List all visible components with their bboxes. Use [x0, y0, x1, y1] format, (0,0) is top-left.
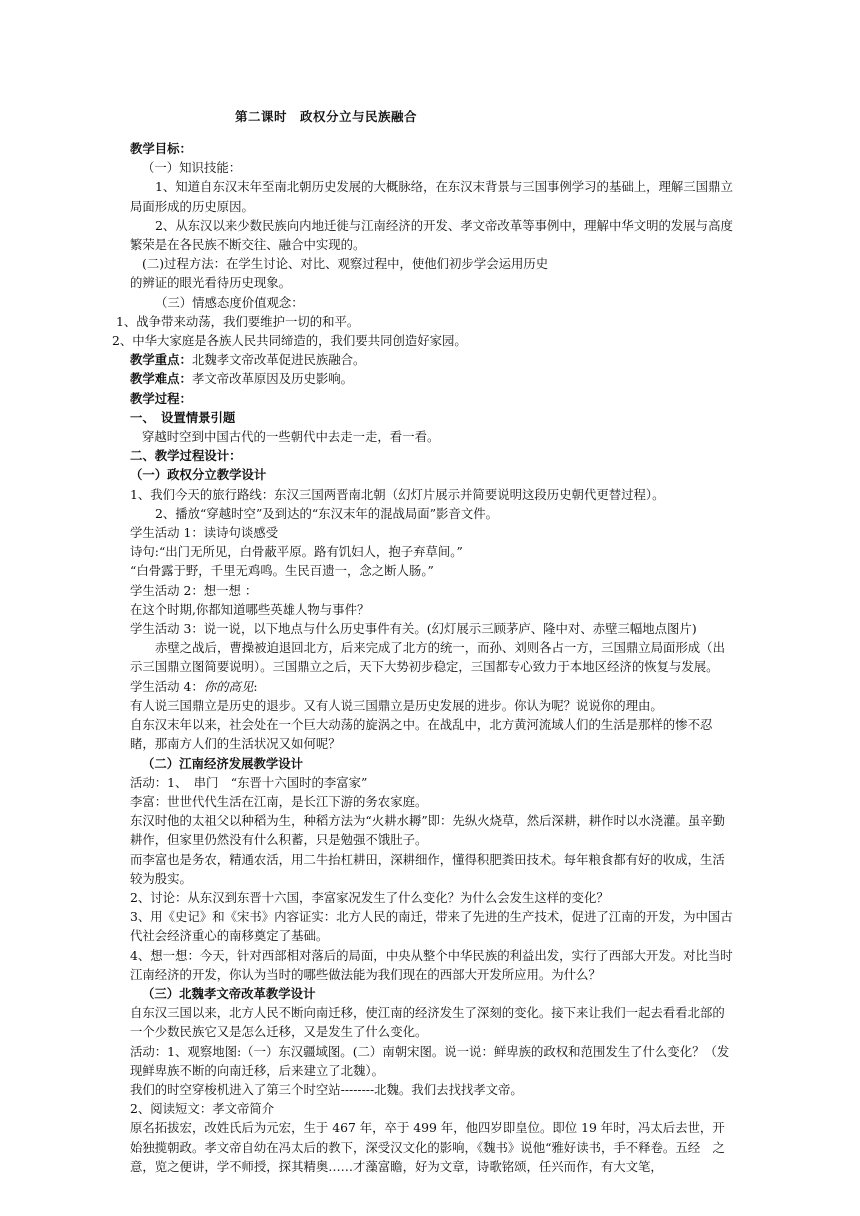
subheading-values: （三）情感态度价值观念： — [155, 294, 304, 310]
heading-process: 教学过程： — [130, 390, 192, 406]
activity-label: 学生活动 4： — [130, 678, 204, 694]
paragraph-continued: 的辨证的眼光看待历史现象。 — [130, 275, 292, 291]
subheading-knowledge: （一）知识技能： — [142, 160, 242, 176]
list-item: 2、中华大家庭是各族人民共同缔造的，我们要共同创造好家园。 — [112, 333, 467, 349]
subsection-heading: （二）江南经济发展教学设计 — [142, 755, 304, 771]
lesson-title: 第二课时 政权分立与民族融合 — [235, 109, 418, 124]
paragraph: 李富：世世代代生活在江南，是长江下游的务农家庭。 — [130, 793, 428, 809]
paragraph: 2、阅读短文：孝文帝简介 — [130, 1101, 275, 1117]
paragraph: 1、我们今天的旅行路线：东汉三国两晋南北朝（幻灯片展示并简要说明这段历史朝代更替过程）。 — [130, 486, 665, 502]
paragraph: 自东汉三国以来，北方人民不断向南迁移，使江南的经济发生了深刻的变化。接下来让我们一起去看看北部的一个少数民族它又是怎么迁移，又是发生了什么变化。 — [130, 1005, 725, 1040]
paragraph: 3、用《史记》和《宋书》内容证实：北方人民的南迁，带来了先进的生产技术，促进了江南的开发，为中国古代社会经济重心的南移奠定了基础。 — [130, 909, 733, 944]
paragraph — [130, 677, 734, 696]
paragraph: 活动：1、 串门 “东晋十六国时的李富家” — [130, 774, 368, 790]
lesson-body — [112, 139, 734, 1176]
paragraph: 东汉时他的太祖父以种稻为生，种稻方法为“火耕水耨”即：先纵火烧草，然后深耕，耕作时以水浇灌。虽辛勤耕作，但家里仍然没有什么积蓄，只是勉强不饿肚子。 — [130, 813, 726, 848]
difficult-point-label: 教学难点： — [130, 371, 192, 387]
paragraph: 原名拓拔宏，改姓氏后为元宏，生于 467 年，卒于 499 年，他四岁即皇位。即位 19 年时，冯太后去世，开始独揽朝政。孝文帝自幼在冯太后的教下，深受汉文化的影响，《魏书》说他“雅好读书，手不释卷。五经 之意，览之便讲，学不师授，探其精奥……才藻富瞻，好为文章，诗歌铭颂，任兴而作，有大文笔， — [130, 1120, 725, 1174]
paragraph: 在这个时期,你都知道哪些英雄人物与事件？ — [130, 601, 370, 617]
subsection-heading: （三）北魏孝文帝改革教学设计 — [142, 985, 316, 1001]
paragraph: 2、讨论：从东汉到东晋十六国，李富家况发生了什么变化？为什么会发生这样的变化？ — [130, 889, 609, 905]
paragraph: 我们的时空穿梭机进入了第三个时空站--------北魏。我们去找找孝文帝。 — [130, 1081, 523, 1097]
difficult-point-text: 孝文帝改革原因及历史影响。 — [191, 371, 354, 387]
paragraph: 2、播放“穿越时空”及到达的“东汉末年的混战局面”影音文件。 — [155, 505, 498, 521]
paragraph: 自东汉末年以来，社会处在一个巨大动荡的旋涡之中。在战乱中，北方黄河流域人们的生活是那样的惨不忍睹，那南方人们的生活状况又如何呢？ — [130, 717, 713, 752]
paragraph — [130, 273, 734, 292]
paragraph: 学生活动 2：想一想 ： — [130, 582, 258, 598]
paragraph: 学生活动 1：读诗句谈感受 — [130, 525, 279, 541]
section-heading: 二、教学过程设计： — [130, 448, 242, 464]
paragraph: 1、知道自东汉末年至南北朝历史发展的大概脉络，在东汉末背景与三国事例学习的基础上，理解三国鼎立局面形成的历史原因。 — [130, 179, 733, 214]
activity-colon: : — [253, 678, 258, 694]
paragraph: (二)过程方法：在学生讨论、对比、观察过程中，使他们初步学会运用历史 — [142, 256, 549, 272]
paragraph — [130, 619, 734, 638]
key-point — [130, 350, 734, 369]
poem-line: 诗句:“出门无所见，白骨蔽平原。路有饥妇人，抱子弃草间。” — [130, 544, 463, 560]
heading-objectives: 教学目标： — [130, 141, 192, 156]
paragraph: 2、从东汉以来少数民族向内地迁徙与江南经济的开发、孝文帝改革等事例中，理解中华文明的发展与高度繁荣是在各民族不断交往、融合中实现的。 — [130, 217, 733, 253]
paragraph-text: 学生活动 3：说一说，以下地点与什么历史事件有关。(幻灯展示三顾茅庐、隆中对、赤壁三幅地点图片) — [130, 621, 697, 637]
poem-line: “白骨露于野，千里无鸡鸣。生民百遗一，念之断人肠。” — [130, 563, 434, 579]
activity-title: 你的高见 — [203, 678, 254, 694]
list-item: 1、战争带来动荡，我们要维护一切的和平。 — [116, 313, 360, 329]
paragraph: 有人说三国鼎立是历史的退步。又有人说三国鼎立是历史发展的进步。你认为呢？说说你的理由。 — [130, 697, 663, 713]
key-point-label: 教学重点： — [130, 352, 192, 368]
section-heading: 一、 设置情景引题 — [130, 409, 236, 425]
key-point-text: 北魏孝文帝改革促进民族融合。 — [191, 352, 366, 368]
difficult-point — [130, 369, 734, 388]
paragraph: 而李富也是务农，精通农活，用二牛抬杠耕田，深耕细作，懂得积肥粪田技术。每年粮食都有好的收成，生活较为殷实。 — [130, 851, 725, 886]
paragraph: 穿越时空到中国古代的一些朝代中去走一走，看一看。 — [142, 429, 440, 445]
paragraph: 活动：1、观察地图:（一）东汉疆域图。(二）南朝宋图。说一说：鲜卑族的政权和范围发生了什么变化？（发现鲜卑族不断的向南迁移，后来建立了北魏）。 — [130, 1043, 730, 1078]
subsection-heading: （一）政权分立教学设计 — [130, 467, 267, 483]
paragraph: 4、想一想：今天，针对西部相对落后的局面，中央从整个中华民族的利益出发，实行了西部大开发。对比当时江南经济的开发，你认为当时的哪些做法能为我们现在的西部大开发所应用。为什么？ — [130, 947, 733, 982]
paragraph: 赤壁之战后，曹操被迫退回北方，后来完成了北方的统一，而孙、刘则各占一方，三国鼎立局面形成（出示三国鼎立图简要说明）。三国鼎立之后，天下大势初步稳定，三国都专心致力于本地区经济的恢复与发展。 — [130, 640, 725, 675]
